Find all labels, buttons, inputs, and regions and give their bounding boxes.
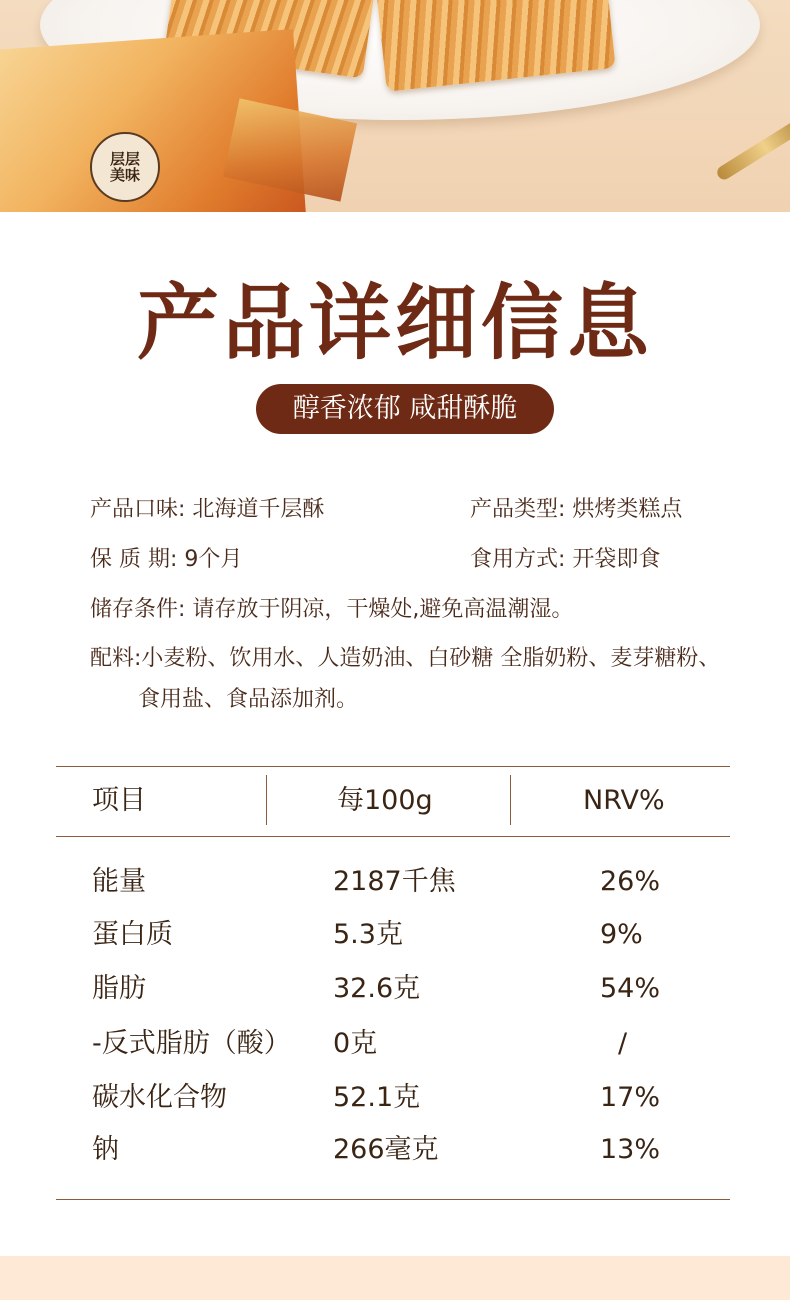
row-item: 脂肪: [92, 973, 146, 1004]
row-item: 钠: [92, 1134, 119, 1165]
spoon: [715, 112, 790, 182]
package-stamp: [90, 132, 160, 202]
row-per-100g: 266毫克: [333, 1134, 439, 1165]
ingredients-continued: [138, 682, 358, 713]
row-item: -反式脂肪（酸）: [92, 1028, 291, 1059]
usage-label: 食用方式:: [470, 547, 566, 572]
storage-row: [90, 592, 573, 623]
ingredients-line-1: 小麦粉、饮用水、人造奶油、白砂糖 全脂奶粉、麦芽糖粉、: [141, 646, 721, 671]
table-top-rule: [56, 766, 730, 767]
row-per-100g: 5.3克: [333, 919, 403, 950]
table-header-rule: [56, 836, 730, 837]
flavor-row: [90, 492, 324, 523]
ingredients-line-2: 食用盐、食品添加剂。: [138, 687, 359, 712]
type-label: 产品类型:: [470, 497, 566, 522]
row-nrv: 26%: [600, 866, 661, 897]
column-divider: [266, 775, 267, 825]
slogan-badge: 醇香浓郁 咸甜酥脆: [256, 384, 554, 434]
ingredients-row: [90, 641, 720, 672]
row-item: 蛋白质: [92, 919, 173, 950]
flavor-label: 产品口味:: [90, 497, 186, 522]
ingredients-label: 配料:: [90, 646, 142, 671]
shelf-life-row: [90, 542, 242, 573]
row-nrv: 13%: [600, 1134, 661, 1165]
package-stamp-text: 层层 美味: [109, 150, 140, 184]
shelf-life-value: 9个月: [184, 547, 243, 572]
column-divider: [510, 775, 511, 825]
row-nrv: 54%: [600, 973, 661, 1004]
shelf-life-label: 保 质 期:: [90, 547, 178, 572]
storage-value: 请存放于阴凉，干燥处,避免高温潮湿。: [192, 597, 574, 622]
header-item: 项目: [92, 785, 146, 816]
type-row: [470, 492, 682, 523]
row-nrv: 9%: [600, 919, 643, 950]
usage-row: [470, 542, 660, 573]
header-nrv: NRV%: [583, 785, 665, 816]
usage-value: 开袋即食: [572, 547, 661, 572]
row-item: 碳水化合物: [92, 1082, 227, 1113]
row-per-100g: 52.1克: [333, 1082, 421, 1113]
flavor-value: 北海道千层酥: [192, 497, 325, 522]
page-title: 产品详细信息: [136, 276, 653, 371]
row-item: 能量: [92, 866, 146, 897]
type-value: 烘烤类糕点: [572, 497, 683, 522]
row-per-100g: 32.6克: [333, 973, 421, 1004]
row-nrv: 17%: [600, 1082, 661, 1113]
footer-band: [0, 1256, 790, 1300]
header-per-100g: 每100g: [337, 785, 433, 816]
table-bottom-rule: [56, 1199, 730, 1200]
row-nrv: /: [618, 1028, 628, 1059]
row-per-100g: 2187千焦: [333, 866, 456, 897]
row-per-100g: 0克: [333, 1028, 378, 1059]
storage-label: 储存条件:: [90, 597, 186, 622]
product-photo: [0, 0, 790, 212]
